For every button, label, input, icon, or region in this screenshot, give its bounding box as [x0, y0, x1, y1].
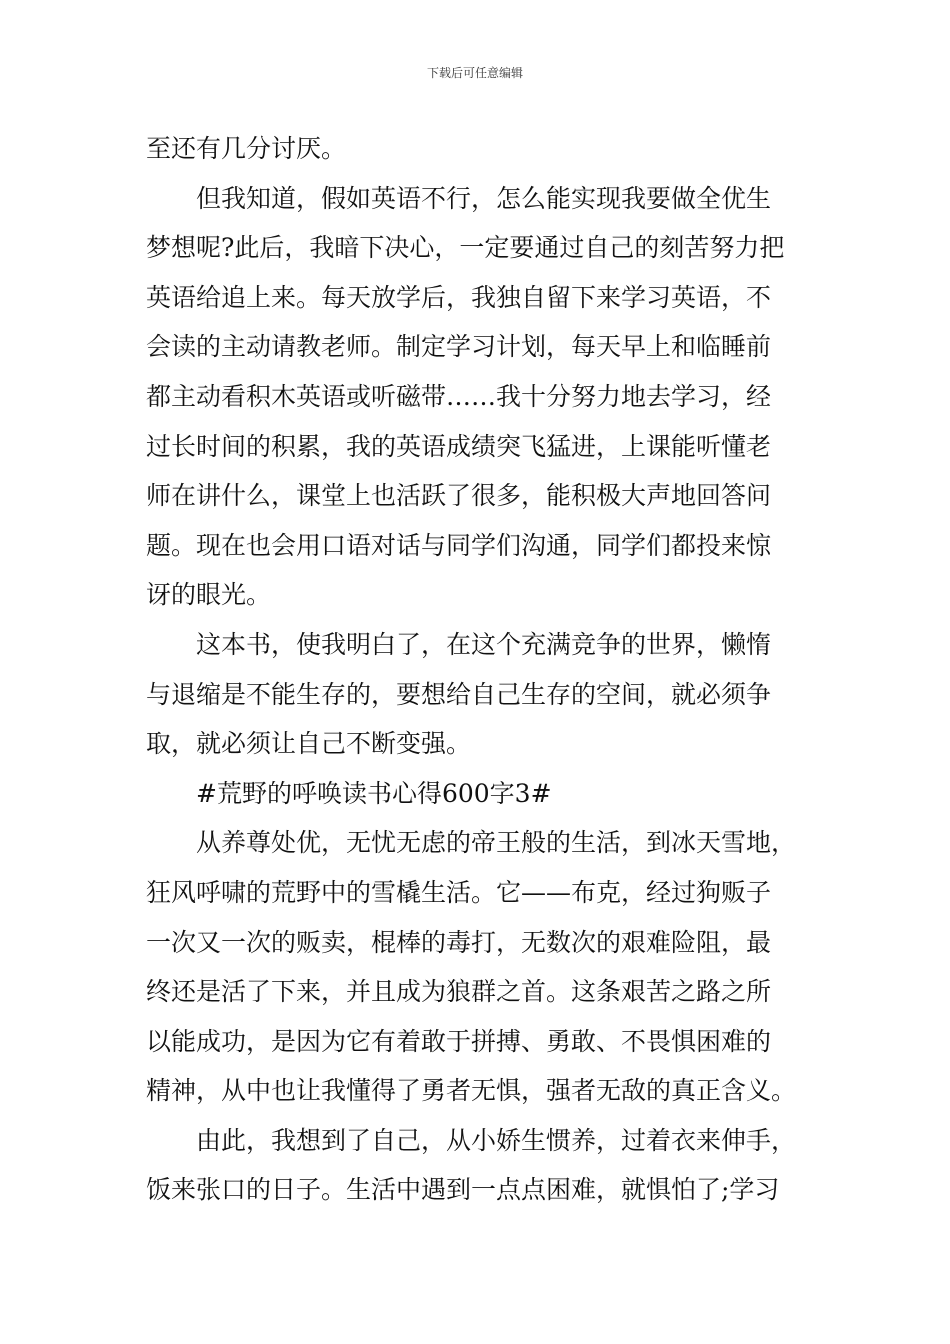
text-line: 饭来张口的日子。生活中遇到一点点困难，就惧怕了;学习 — [146, 1175, 780, 1205]
text-line: 英语给追上来。每天放学后，我独自留下来学习英语，不 — [146, 282, 772, 312]
paragraph-first-line: 这本书，使我明白了，在这个充满竞争的世界，懒惰 — [196, 629, 772, 659]
text-line: 狂风呼啸的荒野中的雪橇生活。它——布克，经过狗贩子 — [146, 877, 772, 907]
paragraph-first-line: 但我知道，假如英语不行，怎么能实现我要做全优生 — [196, 183, 772, 213]
text-line: 讶的眼光。 — [146, 580, 272, 610]
text-line: 至还有几分讨厌。 — [146, 134, 347, 163]
text-line: 过长时间的积累，我的英语成绩突飞猛进，上课能听懂老 — [146, 431, 772, 461]
section-heading: #荒野的呼唤读书心得600字3# — [196, 778, 552, 808]
paragraph-first-line: 由此，我想到了自己，从小娇生惯养，过着衣来伸手， — [196, 1125, 797, 1155]
page-header: 下载后可任意编辑 — [426, 66, 523, 80]
text-line: 一次又一次的贩卖，棍棒的毒打，无数次的艰难险阻，最 — [146, 927, 772, 957]
text-line: 取，就必须让自己不断变强。 — [146, 729, 472, 759]
text-line: 都主动看积木英语或听磁带……我十分努力地去学习，经 — [146, 381, 772, 411]
text-line: 题。现在也会用口语对话与同学们沟通，同学们都投来惊 — [146, 530, 772, 560]
text-line: 师在讲什么，课堂上也活跃了很多，能积极大声地回答问 — [146, 481, 772, 511]
paragraph-first-line: 从养尊处优，无忧无虑的帝王般的生活，到冰天雪地， — [196, 828, 797, 858]
text-line: 精神，从中也让我懂得了勇者无惧，强者无敌的真正含义。 — [146, 1076, 797, 1106]
text-line: 终还是活了下来，并且成为狼群之首。这条艰苦之路之所 — [146, 977, 772, 1007]
text-line: 以能成功，是因为它有着敢于拼搏、勇敢、不畏惧困难的 — [146, 1026, 772, 1056]
text-line: 会读的主动请教老师。制定学习计划，每天早上和临睡前 — [146, 332, 772, 362]
text-line: 与退缩是不能生存的，要想给自己生存的空间，就必须争 — [146, 679, 772, 709]
document-body — [146, 124, 826, 1215]
text-line: 梦想呢?此后，我暗下决心，一定要通过自己的刻苦努力把 — [146, 233, 785, 263]
